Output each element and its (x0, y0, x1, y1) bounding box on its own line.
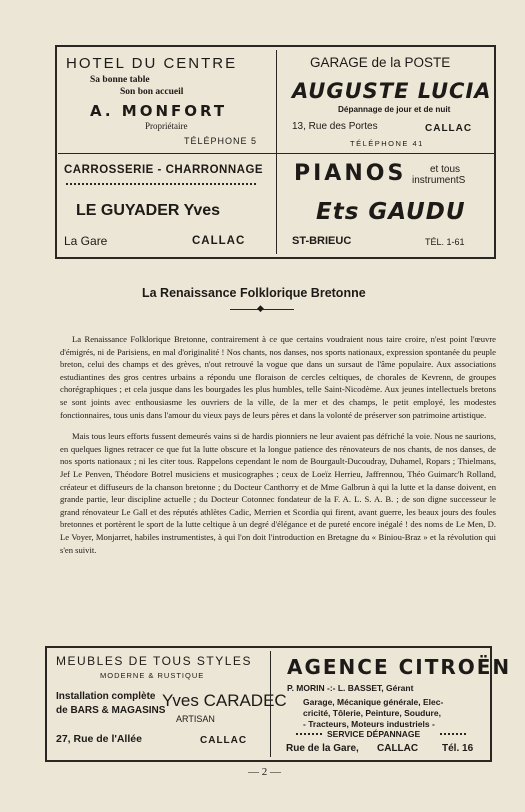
hotel-owner: A. MONFORT (90, 102, 228, 120)
hotel-title: HOTEL DU CENTRE (66, 55, 238, 72)
citroen-line1: Garage, Mécanique générale, Elec- (303, 697, 444, 707)
meubles-left2: de BARS & MAGASINS (56, 705, 166, 716)
article-title: La Renaissance Folklorique Bretonne (142, 286, 366, 300)
meubles-title: MEUBLES DE TOUS STYLES (56, 654, 252, 668)
meubles-left1: Installation complète (56, 691, 156, 702)
hotel-line1: Sa bonne table (90, 75, 150, 85)
pianos-phone: TÉL. 1-61 (425, 237, 465, 247)
citroen-service-rule-right (440, 733, 466, 739)
meubles-address: 27, Rue de l'Allée (56, 733, 142, 745)
citroen-line3: - Tracteurs, Moteurs industriels - (303, 719, 435, 729)
pianos-subtitle2: instrumentS (412, 175, 466, 186)
meubles-role: ARTISAN (176, 714, 215, 724)
citroen-service: SERVICE DÉPANNAGE (327, 729, 421, 739)
pianos-title: PIANOS (294, 161, 407, 186)
carrosserie-location: La Gare (64, 234, 108, 248)
garage-city: CALLAC (425, 123, 473, 134)
hotel-phone: TÉLÉPHONE 5 (184, 136, 258, 146)
carrosserie-city: CALLAC (192, 235, 246, 247)
citroen-line2: cricité, Tôlerie, Peinture, Soudure, (303, 708, 441, 718)
garage-owner: AUGUSTE LUCIA (292, 79, 492, 103)
citroen-city: CALLAC (377, 743, 419, 754)
pianos-owner: Ets GAUDU (316, 199, 466, 225)
article-body (60, 333, 496, 565)
article-paragraph-1: La Renaissance Folklorique Bretonne, contrairement à ce que certains voudraient nous taire croire, n'est point l'œuvre d'émigrés, ni de Parisiens, en mal d'originalité ! Nos chants, nos danses, nos sports nationaux, expression spontanée du peuple breton, celui des champs et des grèves, n'out retrouvé la vogue que dans un sursaut de l'âme populaire. Aux associations estudiantines des gros centres urbains a répondu une floraison de cercles celtiques, de chorales de Kevrenn, de groupes chorégraphiques ; et cela jusque dans les bourgades les plus humbles, telle Saint-Nicodème. Aux jeunes intellectuels bretons se sont joints avec enthousiasme les ouvriers de la ville, de la mer et des champs, le petit employé, les modestes fonctionnaires, tous unis dans l'amour du vieux pays de leurs pères et dans la volonté de préserver son patrimoine artistique. (60, 334, 496, 420)
citroen-phone: Tél. 16 (442, 743, 474, 754)
pianos-city: ST-BRIEUC (292, 235, 352, 247)
garage-phone: TÉLÉPHONE 41 (350, 139, 424, 148)
article-paragraph-2: Mais tous leurs efforts fussent demeurés vains si de hardis pionniers ne leur avaient pas défriché la voie. Nous ne saurions, en quelques lignes retracer ce que fut la lutte obscure et la longue patience des rénovateurs de nos chants, de nos danses, de nos sports nationaux ; ni les citer tous. Rappelons cependant le nom de Bourgault-Ducoudray, Duhamel, Ropars ; Thielmans, Jef Le Penven, Théodore Botrel musiciens et musicographes ; ceux de Loeïz Herrieu, Jaffrennou, Théo Guimarc'h Rolland, créateur et diffuseurs de la chanson bretonne ; du Docteur Canthorry et de Mme Galbrun à qui la lutte et la danse doivent, en grande partie, leur discipline actuelle ; du Docteur Cotonnec fondateur de la F. A. L. S. A. B. ; de son digne successeur le grand rénovateur Le Gall et des réputés athlètes Cadic, Merrien et Scordia qui firent, avant guerre, les beaux jours des foules bretonnes et portèrent le sport de la lutte celtique à un degré d'élégance et de pureté encore inégalé ! des noms de Le Men, D. Le Voyer, Monjarret, habiles instrumentistes, à qui l'on doit l'introduction en Bretagne du « Biniou-Braz » et la révolution qui s'en suivit. (60, 431, 496, 555)
top-ads-vertical-divider (276, 50, 277, 254)
carrosserie-title: CARROSSERIE - CHARRONNAGE (64, 164, 264, 176)
garage-address: 13, Rue des Portes (292, 121, 378, 132)
title-ornament-diamond-icon: ◆ (257, 303, 264, 313)
hotel-line2: Son bon accueil (120, 87, 184, 97)
garage-title: GARAGE de la POSTE (310, 55, 451, 70)
pianos-subtitle1: et tous (430, 164, 461, 175)
citroen-title: AGENCE CITROËN (287, 655, 512, 679)
top-ads-horizontal-divider (58, 153, 494, 154)
citroen-managers: P. MORIN -:- L. BASSET, Gérant (287, 683, 414, 693)
garage-service: Dépannage de jour et de nuit (338, 105, 451, 114)
meubles-subtitle: MODERNE & RUSTIQUE (100, 671, 205, 680)
hotel-role: Propriétaire (145, 121, 188, 131)
meubles-city: CALLAC (200, 735, 248, 746)
page-number: — 2 — (248, 766, 281, 778)
carrosserie-rule (66, 183, 256, 189)
citroen-address: Rue de la Gare, (286, 743, 359, 754)
citroen-service-rule-left (296, 733, 322, 739)
meubles-owner: Yves CARADEC (162, 691, 287, 710)
carrosserie-owner: LE GUYADER Yves (76, 202, 221, 219)
